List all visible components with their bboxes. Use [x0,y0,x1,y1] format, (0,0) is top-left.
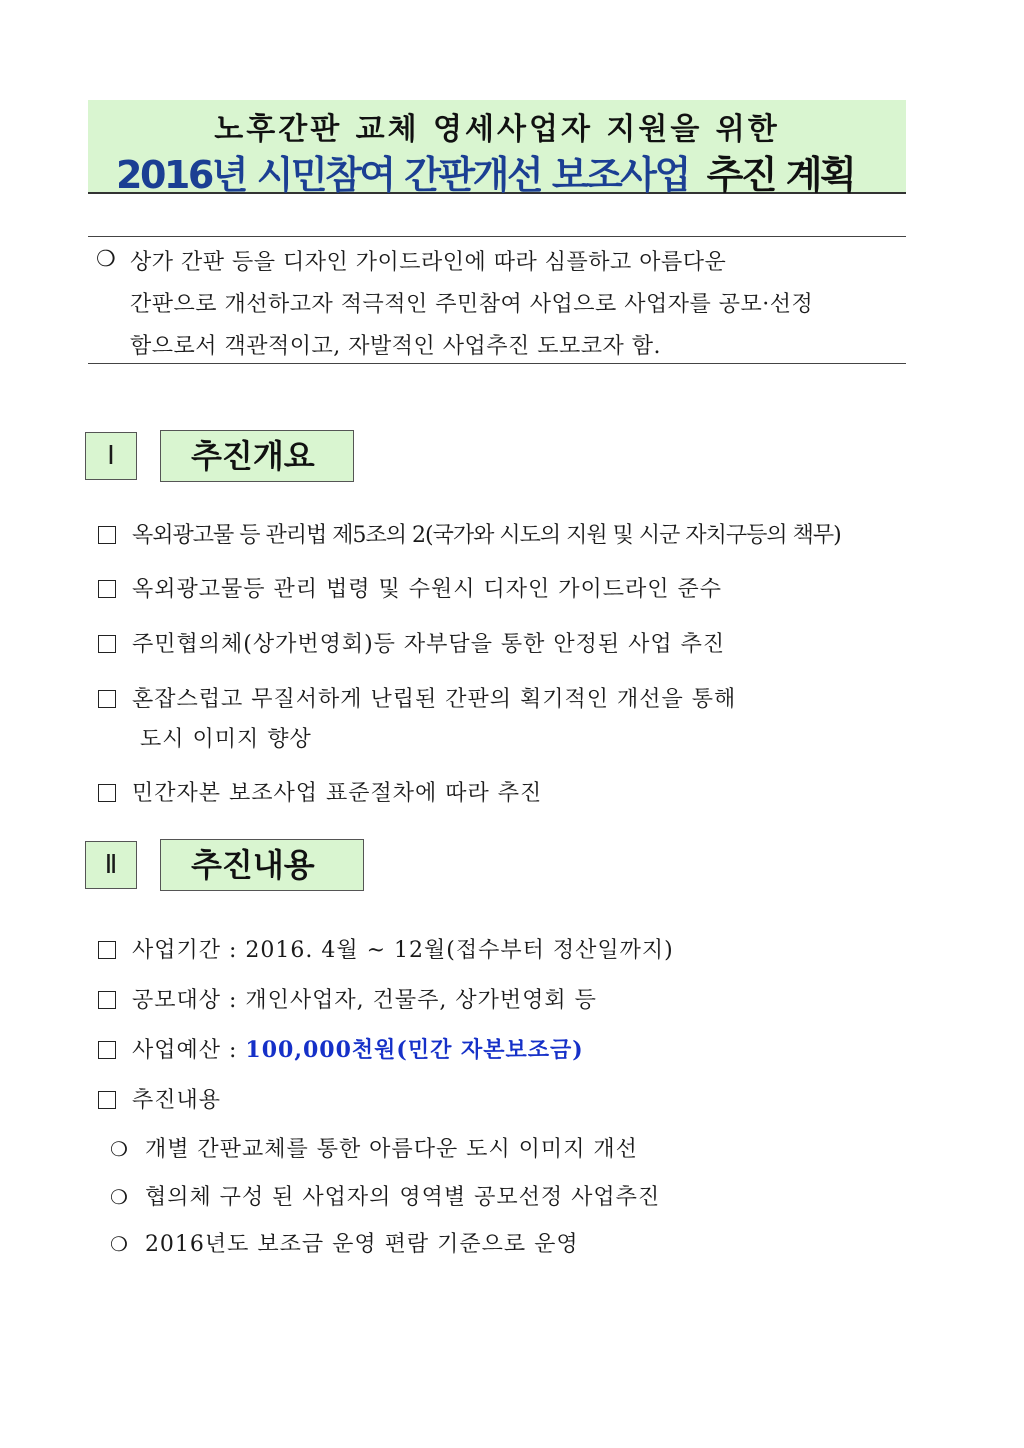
section1-item-2 [98,572,722,603]
checkbox-icon [98,784,116,802]
circle-bullet-icon: ❍ [96,247,116,272]
title-line1: 노후간판 교체 영세사업자 지원을 위한 [214,112,780,147]
section2-subitem-1 [110,1132,638,1163]
checkbox-icon [98,580,116,598]
item-text: 혼잡스럽고 무질서하게 난립된 간판의 획기적인 개선을 통해 [132,687,737,712]
circle-bullet-icon: ❍ [110,1137,129,1161]
checkbox-icon [98,1041,116,1059]
item-text: 주민협의체(상가번영회)등 자부담을 통한 안정된 사업 추진 [132,632,726,657]
item-text: 사업기간 : 2016. 4월 ~ 12월(접수부터 정산일까지) [132,938,674,963]
title-box [88,100,906,197]
item-text: 공모대상 : 개인사업자, 건물주, 상가번영회 등 [132,988,597,1013]
summary-line-2: 간판으로 개선하고자 적극적인 주민참여 사업으로 사업자를 공모·선정 [130,292,814,317]
section2-title: 추진내용 [160,839,364,891]
section1-item-5 [98,776,542,807]
section1-item-4-continuation: 도시 이미지 향상 [140,727,312,752]
title-line2 [116,144,854,199]
subitem-text: 2016년도 보조금 운영 편람 기준으로 운영 [144,1232,579,1257]
section1-item-3 [98,627,725,658]
summary-line-3: 함으로서 객관적이고, 자발적인 사업추진 도모코자 함. [130,334,661,359]
section2-item-4 [98,1083,221,1114]
checkbox-icon [98,635,116,653]
budget-value: 100,000천원(민간 자본보조금) [245,1037,584,1063]
checkbox-icon [98,991,116,1009]
title-main: 2016년 시민참여 간판개선 보조사업 [116,153,689,197]
checkbox-icon [98,1091,116,1109]
section2-number: Ⅱ [85,841,137,889]
section2-subitem-2 [110,1180,660,1211]
section2-item-2 [98,983,597,1014]
circle-bullet-icon: ❍ [110,1185,129,1209]
summary-line-1: 상가 간판 등을 디자인 가이드라인에 따라 심플하고 아름다운 [130,250,727,275]
checkbox-icon [98,941,116,959]
circle-bullet-icon: ❍ [110,1232,129,1256]
checkbox-icon [98,690,116,708]
summary-box [88,236,906,364]
section2-item-3 [98,1033,584,1064]
item-text: 민간자본 보조사업 표준절차에 따라 추진 [132,781,543,806]
section1-item-1 [98,518,841,549]
subitem-text: 협의체 구성 된 사업자의 영역별 공모선정 사업추진 [144,1185,661,1210]
item-text: 추진내용 [132,1088,222,1113]
item-text: 사업예산 : [132,1038,246,1063]
section1-item-4 [98,682,736,713]
section1-title: 추진개요 [160,430,354,482]
item-text: 옥외광고물등 관리 법령 및 수원시 디자인 가이드라인 준수 [132,577,723,602]
item-text: 옥외광고물 등 관리법 제5조의 2(국가와 시도의 지원 및 시군 자치구등의 책무) [132,523,841,548]
section2-subitem-3 [110,1227,579,1258]
section2-item-1 [98,933,674,964]
section1-number: Ⅰ [85,432,137,480]
subitem-text: 개별 간판교체를 통한 아름다운 도시 이미지 개선 [144,1137,638,1162]
title-suffix: 추진 계획 [706,153,855,197]
checkbox-icon [98,526,116,544]
